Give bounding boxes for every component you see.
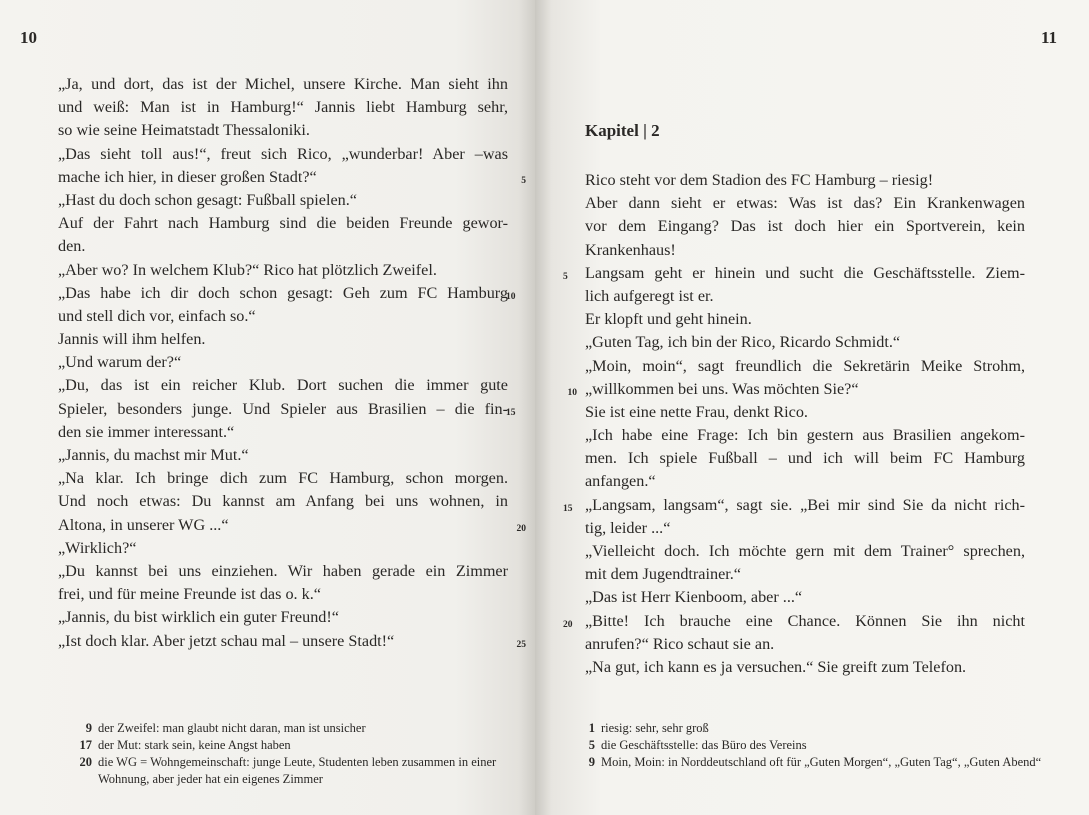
text-line [58, 583, 508, 606]
line-text: den. [58, 237, 86, 256]
line-text: „Wirklich?“ [58, 538, 137, 557]
footnotes [587, 720, 1057, 771]
text-line [58, 212, 508, 235]
line-text: mache ich hier, in dieser großen Stadt?“ [58, 167, 317, 186]
text-line [58, 282, 516, 305]
text-line [585, 517, 1025, 540]
text-line [585, 215, 1025, 238]
text-line [58, 235, 508, 258]
line-text: Rico steht vor dem Stadion des FC Hamburg – riesig! [585, 171, 934, 189]
footnote-text: die Geschäftsstelle: das Büro des Vereins [601, 738, 807, 752]
text-line [58, 351, 508, 374]
line-text: Auf der Fahrt nach Hamburg sind die beiden Freunde gewor- [58, 214, 508, 233]
text-line [58, 421, 508, 444]
text-line [58, 119, 508, 142]
line-text: „Moin, moin“, sagt freundlich die Sekretärin Meike Strohm, [585, 356, 1025, 375]
line-text: anfangen.“ [585, 472, 656, 491]
line-text: „Jannis, du bist wirklich ein guter Freund!“ [58, 608, 339, 627]
line-text: anrufen?“ Rico schaut sie an. [585, 634, 775, 653]
line-text: „Und warum der?“ [58, 353, 182, 372]
line-text: frei, und für meine Freunde ist das o. k.“ [58, 585, 321, 604]
text-line [58, 73, 508, 96]
line-number: 25 [516, 639, 526, 650]
text-line [585, 633, 1025, 656]
line-number: 5 [521, 175, 526, 186]
footnote-number: 9 [85, 721, 92, 735]
line-text: Er klopft und geht hinein. [585, 310, 752, 329]
line-text: und weiß: Man ist in Hamburg!“ Jannis liebt Hamburg sehr, [58, 98, 508, 117]
text-line [58, 398, 516, 421]
text-line [58, 606, 508, 629]
text-line [563, 494, 1025, 517]
footnote-number: 9 [588, 755, 595, 769]
story-text [58, 73, 526, 653]
line-text: Sie ist eine nette Frau, denkt Rico. [585, 402, 808, 421]
text-line [58, 560, 508, 583]
line-text: „Das sieht toll aus!“, freut sich Rico, „wunderbar! Aber –was [58, 144, 508, 163]
line-text: Aber dann sieht er etwas: Was ist das? Ein Krankenwagen [585, 194, 1025, 213]
line-text: „Ja, und dort, das ist der Michel, unsere Kirche. Man sieht ihn [58, 75, 508, 93]
line-text: men. Ich spiele Fußball – und ich will beim FC Hamburg [585, 449, 1025, 468]
footnote-text: riesig: sehr, sehr groß [601, 721, 709, 735]
text-line [585, 192, 1025, 215]
line-text: Jannis will ihm helfen. [58, 330, 206, 349]
footnote [76, 737, 506, 754]
footnote-number: 5 [588, 738, 595, 752]
footnote-text: Moin, Moin: in Norddeutschland oft für „Guten Morgen“, „Guten Tag“, „Guten Abend“ [601, 755, 1042, 769]
text-line [58, 166, 526, 189]
line-text: „Ist doch klar. Aber jetzt schau mal – unsere Stadt!“ [58, 631, 395, 650]
line-text: „Das habe ich dir doch schon gesagt: Geh zum FC Hamburg [58, 283, 508, 302]
line-text: „Das ist Herr Kienboom, aber ...“ [585, 588, 803, 607]
line-text: mit dem Jugendtrainer.“ [585, 565, 741, 584]
line-text: so wie seine Heimatstadt Thessaloniki. [58, 121, 310, 140]
footnote-number: 17 [79, 738, 92, 752]
line-number: 10 [506, 291, 516, 302]
text-line [58, 537, 508, 560]
text-line [58, 490, 508, 513]
text-line [58, 374, 508, 397]
line-text: den sie immer interessant.“ [58, 422, 235, 441]
footnote [587, 737, 1057, 754]
chapter-title: Kapitel | 2 [585, 121, 660, 140]
line-text: vor dem Eingang? Das ist doch hier ein Sportverein, kein [585, 217, 1025, 236]
text-line [58, 630, 526, 653]
footnote [76, 754, 506, 788]
text-line [585, 424, 1025, 447]
left-page [0, 0, 535, 815]
line-text: Langsam geht er hinein und sucht die Geschäftsstelle. Ziem- [585, 263, 1025, 282]
page-number: 11 [1040, 28, 1057, 47]
text-line [585, 169, 1025, 192]
line-text: und stell dich vor, einfach so.“ [58, 306, 256, 325]
text-line [585, 540, 1025, 563]
footnote-number: 1 [588, 721, 595, 735]
text-line [58, 467, 508, 490]
footnote [587, 754, 1057, 771]
text-line [585, 308, 1025, 331]
text-line [585, 331, 1025, 354]
text-line [58, 143, 508, 166]
text-line [58, 259, 508, 282]
text-line [585, 447, 1025, 470]
line-text: „Ich habe eine Frage: Ich bin gestern aus Brasilien angekom- [585, 426, 1025, 445]
footnote-text: der Zweifel: man glaubt nicht daran, man ist unsicher [98, 721, 366, 735]
line-text: „Du kannst bei uns einziehen. Wir haben gerade ein Zimmer [58, 561, 508, 580]
line-text: lich aufgeregt ist er. [585, 286, 714, 305]
text-line [585, 401, 1025, 424]
text-line [585, 563, 1025, 586]
text-line [58, 328, 508, 351]
line-number: 5 [563, 271, 568, 282]
line-text: „Hast du doch schon gesagt: Fußball spielen.“ [58, 190, 357, 209]
footnotes [76, 720, 506, 788]
text-line [585, 355, 1025, 378]
text-line [58, 189, 508, 212]
line-text: „Na gut, ich kann es ja versuchen.“ Sie greift zum Telefon. [585, 657, 967, 676]
line-text: „Bitte! Ich brauche eine Chance. Können Sie ihn nicht [585, 611, 1025, 630]
line-text: „Na klar. Ich bringe dich zum FC Hamburg, schon morgen. [58, 469, 508, 488]
line-number: 20 [563, 619, 573, 630]
footnote-text: der Mut: stark sein, keine Angst haben [98, 738, 291, 752]
text-line [58, 514, 526, 537]
page-number: 10 [20, 28, 37, 47]
footnote-text: die WG = Wohngemeinschaft: junge Leute, Studenten leben zusammen in einer Wohnung, aber jeder hat ein eigenes Zimmer [98, 755, 497, 786]
text-line [567, 378, 1025, 401]
line-number: 20 [516, 523, 526, 534]
text-line [563, 262, 1025, 285]
text-line [585, 470, 1025, 493]
text-line [585, 656, 1025, 679]
line-text: Krankenhaus! [585, 240, 676, 259]
line-number: 15 [506, 407, 516, 418]
line-text: Altona, in unserer WG ...“ [58, 515, 229, 534]
right-page [535, 0, 1089, 815]
line-text: „Guten Tag, ich bin der Rico, Ricardo Schmidt.“ [585, 333, 901, 352]
footnote-number: 20 [79, 755, 92, 769]
line-text: tig, leider ...“ [585, 518, 671, 537]
line-text: „willkommen bei uns. Was möchten Sie?“ [585, 379, 859, 398]
story-text [563, 169, 1025, 679]
text-line [585, 239, 1025, 262]
text-line [58, 305, 508, 328]
text-line [58, 96, 508, 119]
line-text: Und noch etwas: Du kannst am Anfang bei uns wohnen, in [58, 492, 508, 511]
footnote [587, 720, 1057, 737]
line-text: „Langsam, langsam“, sagt sie. „Bei mir sind Sie da nicht rich- [585, 495, 1025, 514]
text-line [58, 444, 508, 467]
line-number: 10 [567, 387, 577, 398]
text-line [563, 610, 1025, 633]
line-number: 15 [563, 503, 573, 514]
text-line [585, 285, 1025, 308]
text-line [585, 586, 1025, 609]
line-text: Spieler, besonders junge. Und Spieler aus Brasilien – die fin- [58, 399, 508, 418]
line-text: „Vielleicht doch. Ich möchte gern mit dem Trainer° sprechen, [585, 542, 1025, 560]
line-text: „Du, das ist ein reicher Klub. Dort suchen die immer gute [58, 376, 508, 395]
footnote [76, 720, 506, 737]
line-text: „Aber wo? In welchem Klub?“ Rico hat plötzlich Zweifel. [58, 260, 437, 279]
line-text: „Jannis, du machst mir Mut.“ [58, 446, 249, 464]
